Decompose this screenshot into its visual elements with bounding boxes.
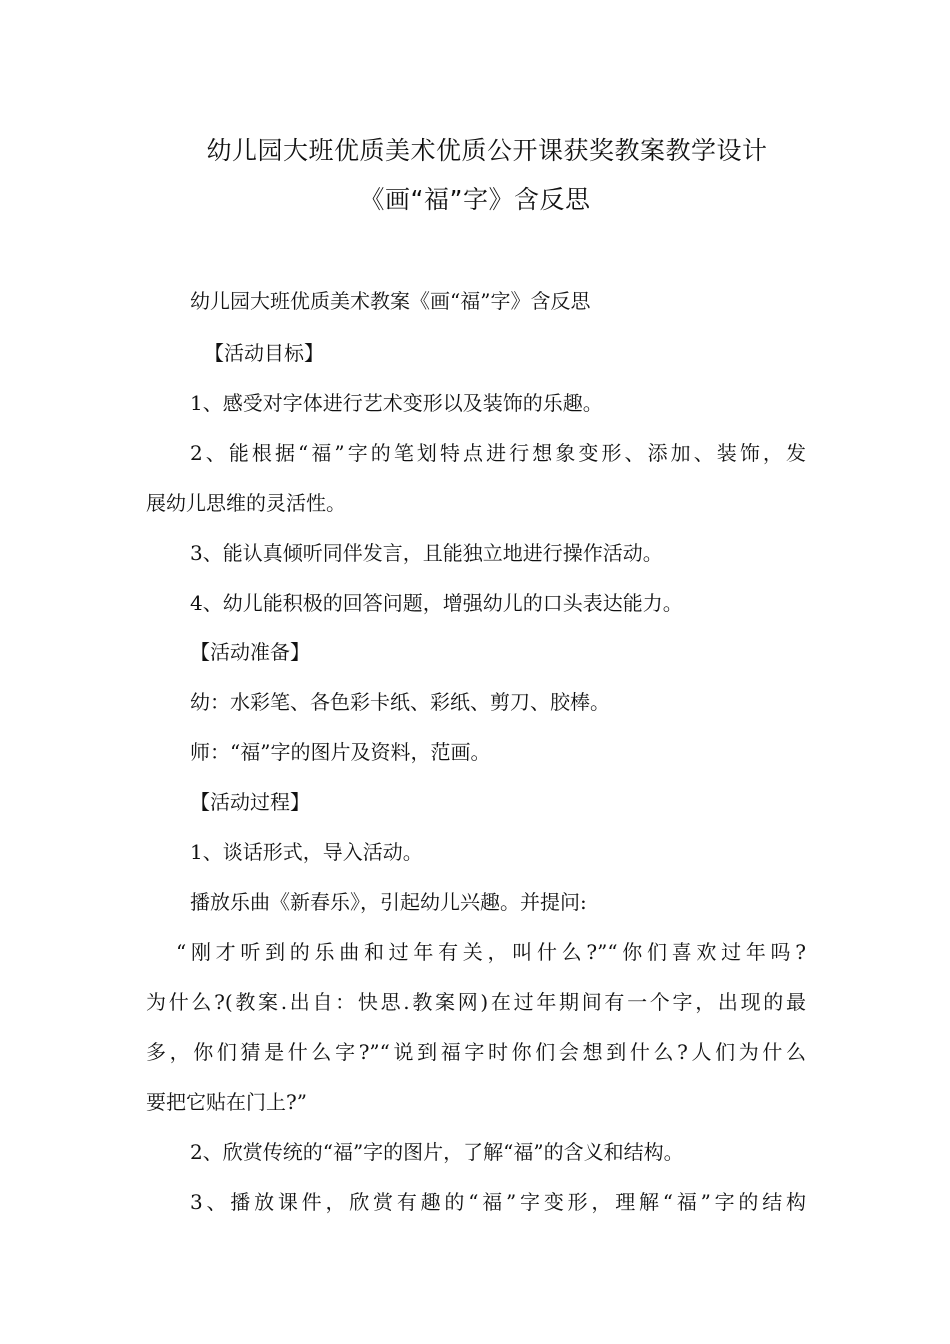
process-questions-line-2: 为什么?(教案.出自：快思.教案网)在过年期间有一个字，出现的最 (146, 990, 806, 1014)
objective-item-1: 1、感受对字体进行艺术变形以及装饰的乐趣。 (190, 391, 603, 415)
objective-item-2: 2、能根据“福”字的笔划特点进行想象变形、添加、装饰，发 (190, 441, 806, 465)
document-title-line-1: 幼儿园大班优质美术优质公开课获奖教案教学设计 (206, 136, 768, 165)
process-step-1-music: 播放乐曲《新春乐》，引起幼儿兴趣。并提问: (190, 890, 587, 914)
preparation-children: 幼：水彩笔、各色彩卡纸、彩纸、剪刀、胶棒。 (190, 690, 610, 714)
process-questions-line-4: 要把它贴在门上?” (146, 1090, 307, 1114)
objective-item-3: 3、能认真倾听同伴发言，且能独立地进行操作活动。 (190, 541, 663, 565)
document-title-line-2: 《画“福”字》含反思 (359, 185, 591, 214)
section-heading-process: 【活动过程】 (190, 790, 310, 814)
preparation-teacher: 师：“福”字的图片及资料，范画。 (190, 740, 491, 764)
objective-item-2-continued: 展幼儿思维的灵活性。 (146, 491, 346, 515)
section-heading-objectives: 【活动目标】 (204, 341, 324, 365)
process-questions-line-3: 多，你们猜是什么字?”“说到福字时你们会想到什么?人们为什么 (146, 1040, 806, 1064)
process-step-1: 1、谈话形式，导入活动。 (190, 840, 423, 864)
subtitle-paragraph: 幼儿园大班优质美术教案《画“福”字》含反思 (190, 289, 591, 313)
section-heading-preparation: 【活动准备】 (190, 640, 310, 664)
process-step-2: 2、欣赏传统的“福”字的图片，了解“福”的含义和结构。 (190, 1140, 684, 1164)
process-step-3: 3、播放课件，欣赏有趣的“福”字变形，理解“福”字的结构 (190, 1190, 806, 1214)
process-questions-line-1: “刚才听到的乐曲和过年有关，叫什么?”“你们喜欢过年吗? (176, 940, 806, 964)
objective-item-4: 4、幼儿能积极的回答问题，增强幼儿的口头表达能力。 (190, 591, 683, 615)
